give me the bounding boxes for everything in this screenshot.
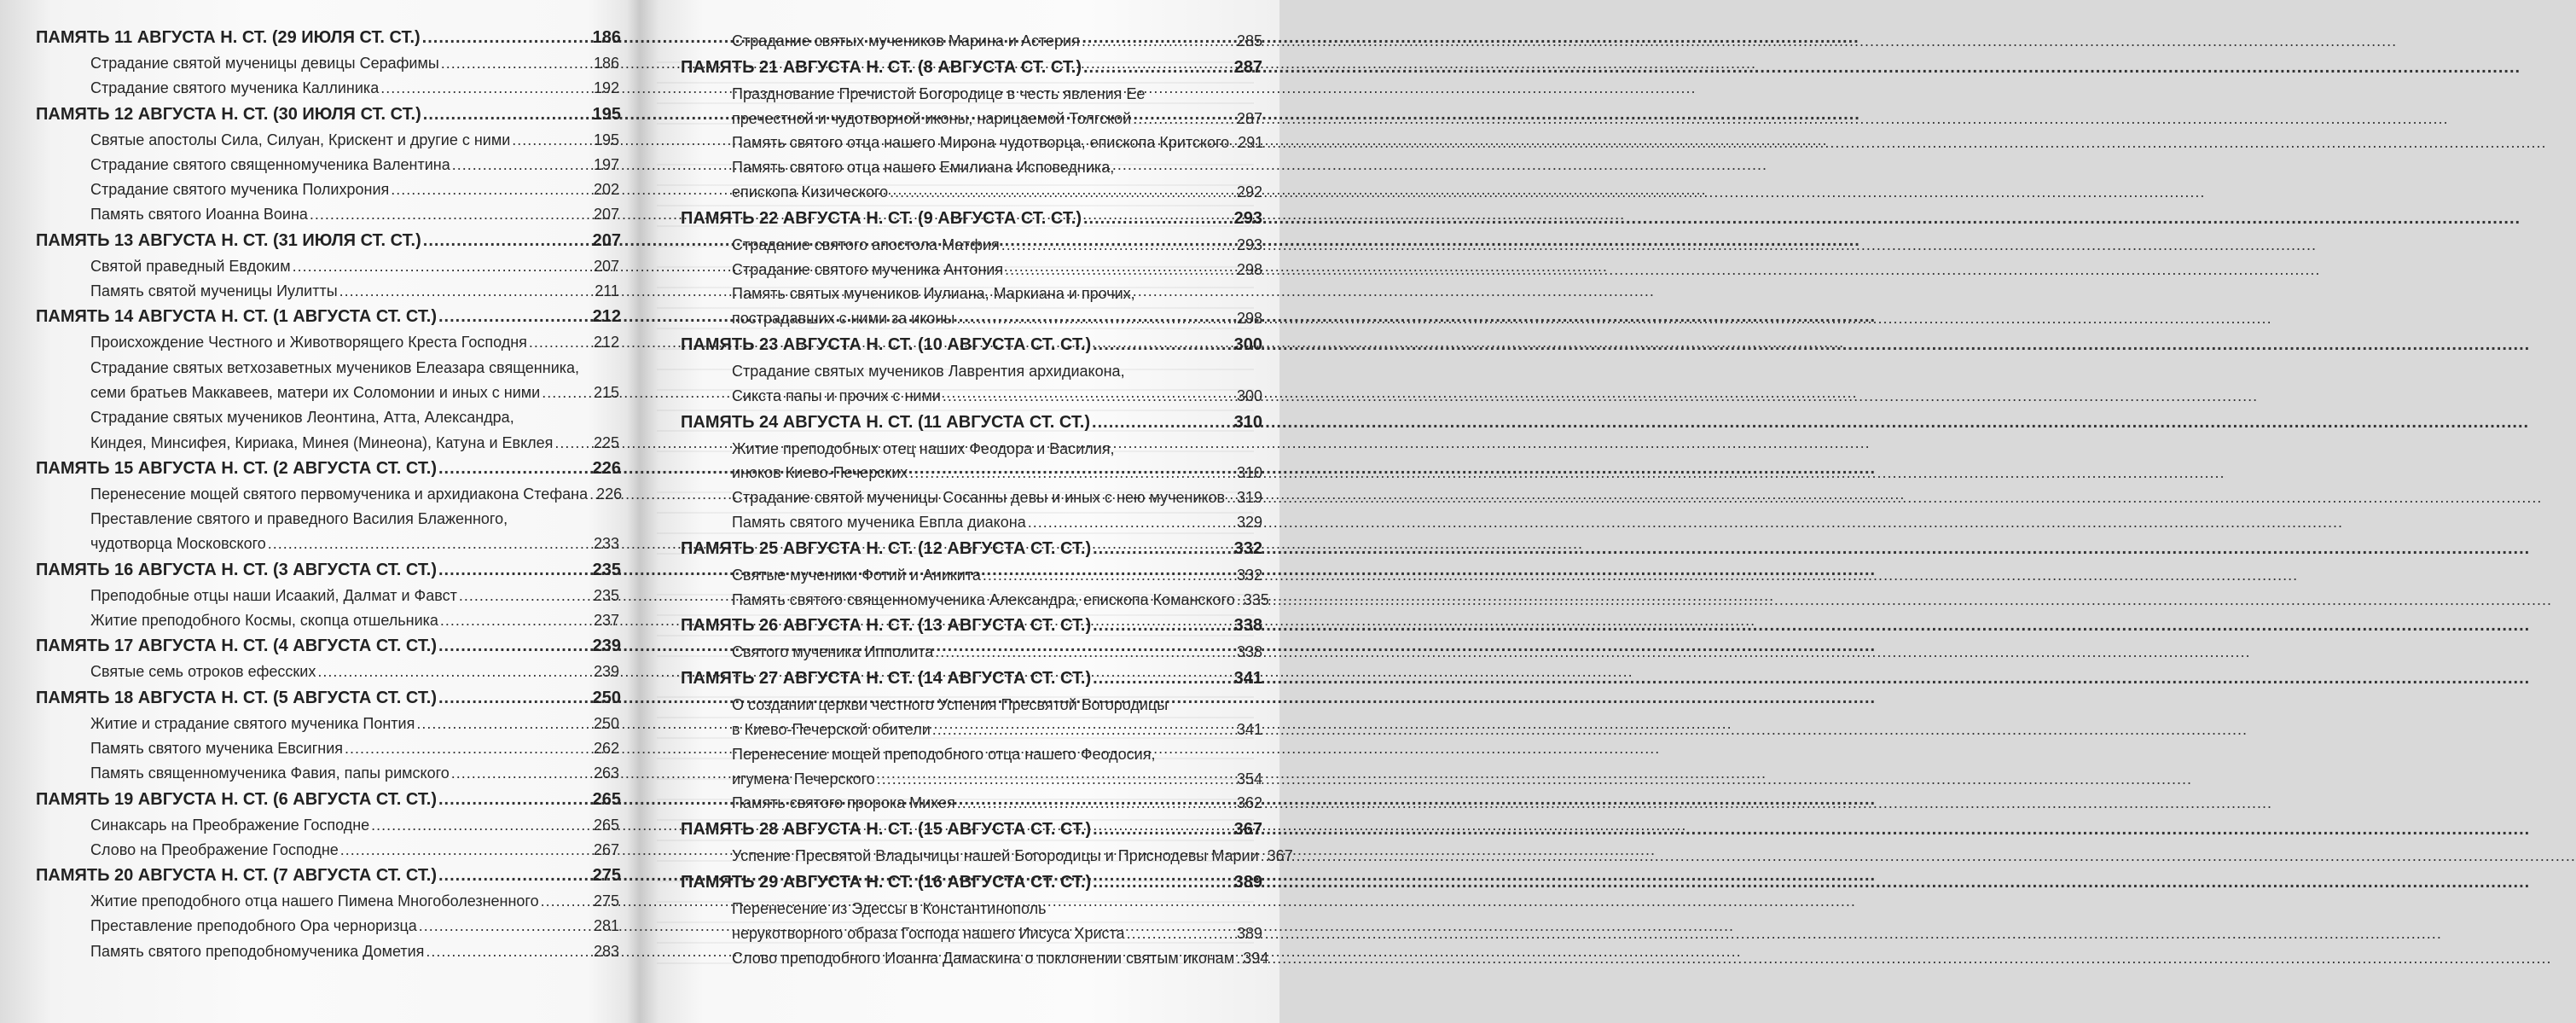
page-number: 319 (1236, 489, 1262, 507)
page-number: 186 (593, 55, 619, 72)
toc-entry (647, 718, 1279, 742)
table-of-contents-right (647, 29, 1293, 970)
entry-title: Память святого мученика Евпла диакона (732, 513, 1026, 531)
dot-leader (1127, 921, 1235, 946)
toc-entry-line: Страдание святых мучеников Леонтина, Атта, Александра, (90, 409, 514, 427)
entry-title: Святой праведный Евдоким (90, 257, 291, 275)
toc-section-heading (0, 863, 633, 889)
toc-section-heading (0, 304, 633, 330)
section-title: ПАМЯТЬ 13 АВГУСТА Н. СТ. (31 ИЮЛЯ СТ. СТ.) (36, 230, 421, 250)
entry-title: Память святого Иоанна Воина (90, 206, 308, 224)
entry-title: Страдание святого мученика Полихрония (90, 181, 390, 199)
page-number: 211 (595, 282, 619, 300)
page-number: 226 (592, 458, 621, 478)
toc-entry-line: О создании церкви честного Успения Пресвятой Богородицы (732, 696, 1169, 714)
page-number: 367 (1267, 847, 1293, 865)
toc-entry (0, 813, 633, 838)
page-number: 195 (593, 131, 619, 148)
dot-leader (310, 202, 592, 227)
dot-leader (345, 736, 592, 761)
page-number: 192 (593, 79, 619, 97)
toc-entry (647, 510, 1279, 535)
section-title: ПАМЯТЬ 28 АВГУСТА Н. СТ. (15 АВГУСТА СТ. СТ.) (681, 820, 1092, 840)
dot-leader (451, 761, 592, 786)
section-title: ПАМЯТЬ 20 АВГУСТА Н. СТ. (7 АВГУСТА СТ. СТ.) (36, 866, 437, 886)
entry-title: Святые апостолы Сила, Силуан, Крискент и другие с ними (90, 131, 511, 148)
entry-title: Страдание святого мученика Антония (732, 260, 1004, 278)
toc-entry-line: Перенесение из Эдессы в Константинополь (732, 899, 1047, 917)
page-number: 207 (593, 257, 619, 275)
toc-entry (647, 107, 1279, 131)
page-number: 226 (596, 485, 623, 503)
dot-leader (1261, 844, 1266, 869)
entry-title: Святые мученики Фотий и Аникита (732, 566, 981, 584)
toc-entry-line: Житие преподобных отец наших Феодора и Василия, (732, 439, 1115, 457)
dot-leader (340, 838, 592, 863)
left-page (0, 0, 633, 1023)
page-number: 341 (1236, 720, 1262, 738)
toc-section-heading (0, 456, 633, 482)
entry-title: епископа Кизического (732, 183, 889, 201)
page-number: 265 (593, 816, 619, 834)
dot-leader (1093, 816, 1233, 844)
toc-entry (0, 736, 633, 761)
entry-title: Киндея, Минсифея, Кириака, Минея (Минеона), Катуна и Евклея (90, 433, 554, 451)
toc-section-heading (647, 665, 1279, 693)
toc-section-heading (647, 869, 1279, 897)
page-number: 233 (593, 535, 619, 553)
toc-entry (647, 306, 1279, 331)
toc-section-heading (647, 612, 1279, 640)
dot-leader (422, 25, 591, 51)
toc-entry (647, 233, 1279, 258)
page-number: 332 (1236, 566, 1262, 584)
entry-title: Память святой мученицы Иулитты (90, 282, 338, 300)
toc-entry (647, 131, 1279, 155)
toc-entry (0, 202, 633, 227)
entry-title: в Киево-Печерской обители (732, 720, 931, 738)
dot-leader (1093, 535, 1233, 563)
dot-leader (512, 128, 592, 153)
toc-section-heading (0, 787, 633, 813)
entry-title: Страдание святых мучеников Марина и Астерия (732, 32, 1080, 49)
dot-leader (339, 279, 594, 304)
dot-leader (932, 718, 1235, 742)
entry-title: Перенесение мощей святого первомученика и архидиакона Стефана (90, 485, 589, 503)
page-number: 300 (1233, 334, 1262, 354)
entry-title: Слово на Преображение Господне (90, 840, 339, 858)
toc-entry (647, 791, 1279, 816)
toc-entry (647, 258, 1279, 282)
toc-entry (0, 608, 633, 633)
dot-leader (529, 330, 592, 355)
dot-leader (589, 482, 595, 507)
toc-entry (647, 384, 1279, 409)
section-title: ПАМЯТЬ 21 АВГУСТА Н. СТ. (8 АВГУСТА СТ. СТ.) (681, 57, 1082, 77)
page-number: 389 (1233, 872, 1262, 892)
toc-entry (647, 29, 1279, 54)
section-title: ПАМЯТЬ 25 АВГУСТА Н. СТ. (12 АВГУСТА СТ. СТ.) (681, 538, 1092, 558)
toc-section-heading (647, 54, 1279, 82)
entry-title: Происхождение Честного и Животворящего Креста Господня (90, 334, 527, 352)
page-number: 237 (593, 612, 619, 630)
page-number: 212 (593, 334, 619, 352)
dot-leader (1005, 258, 1235, 282)
toc-entry (647, 767, 1279, 792)
toc-entry (0, 660, 633, 684)
section-title: ПАМЯТЬ 11 АВГУСТА Н. СТ. (29 ИЮЛЯ СТ. СТ.) (36, 28, 421, 47)
dot-leader (1133, 107, 1235, 131)
toc-entry (0, 330, 633, 355)
dot-leader (438, 863, 591, 889)
section-title: ПАМЯТЬ 27 АВГУСТА Н. СТ. (14 АВГУСТА СТ. СТ.) (681, 669, 1092, 689)
page-number: 275 (593, 892, 619, 910)
toc-entry (647, 921, 1279, 946)
dot-leader (438, 685, 591, 712)
toc-entry (0, 76, 633, 101)
entry-title: Страдание святого священномученика Валентина (90, 155, 450, 173)
toc-entry (0, 381, 633, 405)
page-number: 354 (1236, 770, 1262, 788)
page-number: 332 (1233, 538, 1262, 558)
page-number: 250 (593, 714, 619, 732)
dot-leader (1093, 331, 1233, 359)
entry-title: нерукотворного образа Господа нашего Иисуса Христа (732, 924, 1125, 942)
dot-leader (441, 51, 592, 76)
page-number: 389 (1236, 924, 1262, 942)
toc-entry (647, 461, 1279, 485)
page-number: 338 (1236, 643, 1262, 661)
dot-leader (909, 461, 1235, 485)
section-title: ПАМЯТЬ 14 АВГУСТА Н. СТ. (1 АВГУСТА СТ. СТ.) (36, 307, 437, 327)
page-number: 341 (1233, 669, 1262, 689)
entry-title: Память священномученика Фавия, папы римского (90, 764, 450, 782)
page-number: 235 (592, 560, 621, 579)
dot-leader (1001, 233, 1235, 258)
toc-section-heading (647, 331, 1279, 359)
entry-title: Преставление преподобного Ора черноризца (90, 917, 417, 935)
dot-leader (1083, 54, 1233, 82)
section-title: ПАМЯТЬ 23 АВГУСТА Н. СТ. (10 АВГУСТА СТ. СТ.) (681, 334, 1092, 354)
page-number: 215 (593, 383, 619, 401)
dot-leader (452, 153, 592, 177)
toc-section-heading (0, 633, 633, 660)
entry-title: Память святого пророка Михея (732, 794, 955, 812)
page-number: 367 (1233, 820, 1262, 840)
dot-leader (541, 889, 592, 914)
dot-leader (1093, 665, 1233, 693)
page-number: 292 (1236, 183, 1262, 201)
dot-leader (877, 767, 1235, 792)
entry-title: Святого мученика Ипполита (732, 643, 934, 661)
dot-leader (293, 254, 592, 279)
entry-title: Слово преподобного Иоанна Дамаскина о поклонении святым иконам (732, 949, 1235, 967)
toc-entry (0, 51, 633, 76)
page-number: 362 (1236, 794, 1262, 812)
dot-leader (1028, 510, 1235, 535)
toc-section-heading (0, 228, 633, 254)
entry-title: Синаксарь на Преображение Господне (90, 816, 370, 834)
entry-title: Память святого отца нашего Мирона чудотворца, епископа Критского (732, 134, 1230, 152)
page-number: 300 (1236, 387, 1262, 404)
toc-entry-line: Перенесение мощей преподобного отца нашего Феодосия, (732, 745, 1156, 763)
dot-leader (1236, 946, 1241, 971)
toc-section-heading (647, 409, 1279, 437)
page-number: 293 (1236, 235, 1262, 253)
toc-entry-line: Страдание святых ветхозаветных мучеников Елеазара священника, (90, 358, 580, 376)
toc-entry-line: Преставление святого и праведного Василия Блаженного, (90, 510, 508, 528)
section-title: ПАМЯТЬ 26 АВГУСТА Н. СТ. (13 АВГУСТА СТ. СТ.) (681, 616, 1092, 636)
page-number: 267 (593, 840, 619, 858)
dot-leader (317, 660, 592, 684)
page-number: 263 (593, 764, 619, 782)
dot-leader (983, 563, 1235, 588)
entry-title: чудотворца Московского (90, 535, 266, 553)
toc-entry-line: Память святых мучеников Иулиана, Маркиана и прочих, (732, 285, 1135, 303)
page-number: 262 (593, 739, 619, 757)
page-number: 329 (1236, 513, 1262, 531)
page-number: 285 (1236, 32, 1262, 49)
entry-title: иноков Киево-Печерских (732, 464, 908, 482)
dot-leader (1083, 205, 1233, 233)
toc-entry (647, 588, 1279, 613)
toc-entry (0, 914, 633, 939)
page-number: 298 (1236, 260, 1262, 278)
page-number: 202 (593, 181, 619, 199)
section-title: ПАМЯТЬ 17 АВГУСТА Н. СТ. (4 АВГУСТА СТ. СТ.) (36, 636, 437, 656)
page-number: 235 (593, 586, 619, 604)
entry-title: Память святого священномученика Александра, епископа Команского (732, 590, 1235, 608)
dot-leader (957, 791, 1235, 816)
dot-leader (438, 787, 591, 813)
page-number: 335 (1243, 590, 1269, 608)
toc-entry-line: Память святого отца нашего Емилиана Исповедника, (732, 159, 1115, 177)
entry-title: Преподобные отцы наши Исаакий, Далмат и Фавст (90, 586, 457, 604)
toc-entry (647, 640, 1279, 665)
toc-section-heading (0, 25, 633, 51)
page-number: 250 (592, 688, 621, 707)
page-number: 287 (1233, 57, 1262, 77)
section-title: ПАМЯТЬ 19 АВГУСТА Н. СТ. (6 АВГУСТА СТ. СТ.) (36, 789, 437, 809)
toc-entry (0, 128, 633, 153)
dot-leader (1092, 409, 1233, 437)
entry-title: Сикста папы и прочих с ними (732, 387, 941, 404)
entry-title: игумена Печерского (732, 770, 875, 788)
dot-leader (1231, 131, 1236, 155)
page-number: 212 (592, 307, 621, 327)
toc-entry (0, 431, 633, 456)
dot-leader (426, 939, 592, 964)
dot-leader (268, 532, 592, 556)
toc-entry (647, 180, 1279, 205)
toc-entry-line: Страдание святых мучеников Лаврентия архидиакона, (732, 362, 1125, 380)
dot-leader (419, 914, 592, 939)
dot-leader (423, 102, 591, 128)
page-number: 239 (593, 663, 619, 681)
dot-leader (956, 306, 1235, 331)
toc-entry (0, 838, 633, 863)
page-number: 291 (1238, 134, 1264, 152)
dot-leader (438, 633, 591, 660)
toc-entry (0, 254, 633, 279)
toc-entry (0, 712, 633, 736)
page-number: 287 (1236, 109, 1262, 127)
section-title: ПАМЯТЬ 18 АВГУСТА Н. СТ. (5 АВГУСТА СТ. СТ.) (36, 688, 437, 707)
dot-leader (890, 180, 1235, 205)
dot-leader (943, 384, 1235, 409)
entry-title: Страдание святого апостола Матфия (732, 235, 1000, 253)
toc-entry (0, 177, 633, 202)
dot-leader (1093, 612, 1233, 640)
page-number: 197 (593, 155, 619, 173)
toc-entry-line: Празднование Пречистой Богородице в честь явления Ее (732, 84, 1146, 102)
dot-leader (459, 584, 592, 608)
toc-section-heading (647, 816, 1279, 844)
entry-title: Страдание святой мученицы Сосанны девы и иных с нею мучеников (732, 489, 1226, 507)
toc-section-heading (647, 205, 1279, 233)
toc-entry (647, 563, 1279, 588)
toc-entry (0, 761, 633, 786)
toc-section-heading (647, 535, 1279, 563)
entry-title: Страдание святой мученицы девицы Серафимы (90, 55, 439, 72)
entry-title: Житие преподобного Космы, скопца отшельника (90, 612, 438, 630)
entry-title: Страдание святого мученика Каллиника (90, 79, 380, 97)
page-number: 186 (592, 28, 621, 47)
dot-leader (440, 608, 592, 633)
dot-leader (438, 456, 591, 482)
page-number: 338 (1233, 616, 1262, 636)
entry-title: Успение Пресвятой Владычицы нашей Богородицы и Приснодевы Марии (732, 847, 1259, 865)
entry-title: пострадавших с ними за иконы (732, 310, 955, 328)
dot-leader (438, 557, 591, 584)
toc-entry (0, 939, 633, 964)
page-number: 394 (1243, 949, 1269, 967)
toc-entry (0, 584, 633, 608)
section-title: ПАМЯТЬ 24 АВГУСТА Н. СТ. (11 АВГУСТА СТ. СТ.) (681, 412, 1091, 432)
entry-title: Житие преподобного отца нашего Пимена Многоболезненного (90, 892, 539, 910)
page-number: 275 (592, 866, 621, 886)
dot-leader (554, 431, 592, 456)
dot-leader (438, 304, 591, 330)
dot-leader (935, 640, 1235, 665)
page-number: 293 (1233, 208, 1262, 228)
entry-title: семи братьев Маккавеев, матери их Соломонии и иных с ними (90, 383, 541, 401)
toc-section-heading (0, 102, 633, 128)
page-number: 310 (1236, 464, 1262, 482)
toc-entry (647, 485, 1279, 510)
dot-leader (380, 76, 592, 101)
page-number: 283 (593, 942, 619, 960)
page-number: 298 (1236, 310, 1262, 328)
dot-leader (542, 381, 592, 405)
dot-leader (371, 813, 592, 838)
section-title: ПАМЯТЬ 15 АВГУСТА Н. СТ. (2 АВГУСТА СТ. СТ.) (36, 458, 437, 478)
section-title: ПАМЯТЬ 12 АВГУСТА Н. СТ. (30 ИЮЛЯ СТ. СТ.) (36, 104, 421, 124)
dot-leader (391, 177, 592, 202)
dot-leader (1093, 869, 1233, 897)
dot-leader (423, 228, 591, 254)
dot-leader (1082, 29, 1235, 54)
right-page (647, 0, 1293, 1023)
entry-title: Память святого мученика Евсигния (90, 739, 344, 757)
page-number: 195 (592, 104, 621, 124)
toc-section-heading (0, 685, 633, 712)
table-of-contents-left (0, 25, 633, 964)
page-number: 265 (592, 789, 621, 809)
dot-leader (1227, 485, 1235, 510)
dot-leader (416, 712, 592, 736)
toc-section-heading (0, 557, 633, 584)
entry-title: Святые семь отроков ефесских (90, 663, 316, 681)
toc-entry (0, 482, 633, 507)
toc-entry (0, 153, 633, 177)
page-number: 310 (1233, 412, 1262, 432)
page-number: 239 (592, 636, 621, 656)
entry-title: Житие и страдание святого мученика Понтия (90, 714, 415, 732)
toc-entry (0, 532, 633, 556)
dot-leader (1237, 588, 1242, 613)
section-title: ПАМЯТЬ 29 АВГУСТА Н. СТ. (16 АВГУСТА СТ. СТ.) (681, 872, 1092, 892)
toc-entry (647, 946, 1279, 971)
section-title: ПАМЯТЬ 22 АВГУСТА Н. СТ. (9 АВГУСТА СТ. СТ.) (681, 208, 1082, 228)
section-title: ПАМЯТЬ 16 АВГУСТА Н. СТ. (3 АВГУСТА СТ. СТ.) (36, 560, 437, 579)
page-number: 225 (593, 433, 619, 451)
toc-entry (647, 844, 1293, 869)
entry-title: Память святого преподобномученика Дометия (90, 942, 425, 960)
page-number: 207 (592, 230, 621, 250)
entry-title: пречестной и чудотворной иконы, нарицаемой Толгской (732, 109, 1132, 127)
page-number: 207 (593, 206, 619, 224)
toc-entry (0, 279, 633, 304)
page-number: 281 (593, 917, 619, 935)
toc-entry (0, 889, 633, 914)
